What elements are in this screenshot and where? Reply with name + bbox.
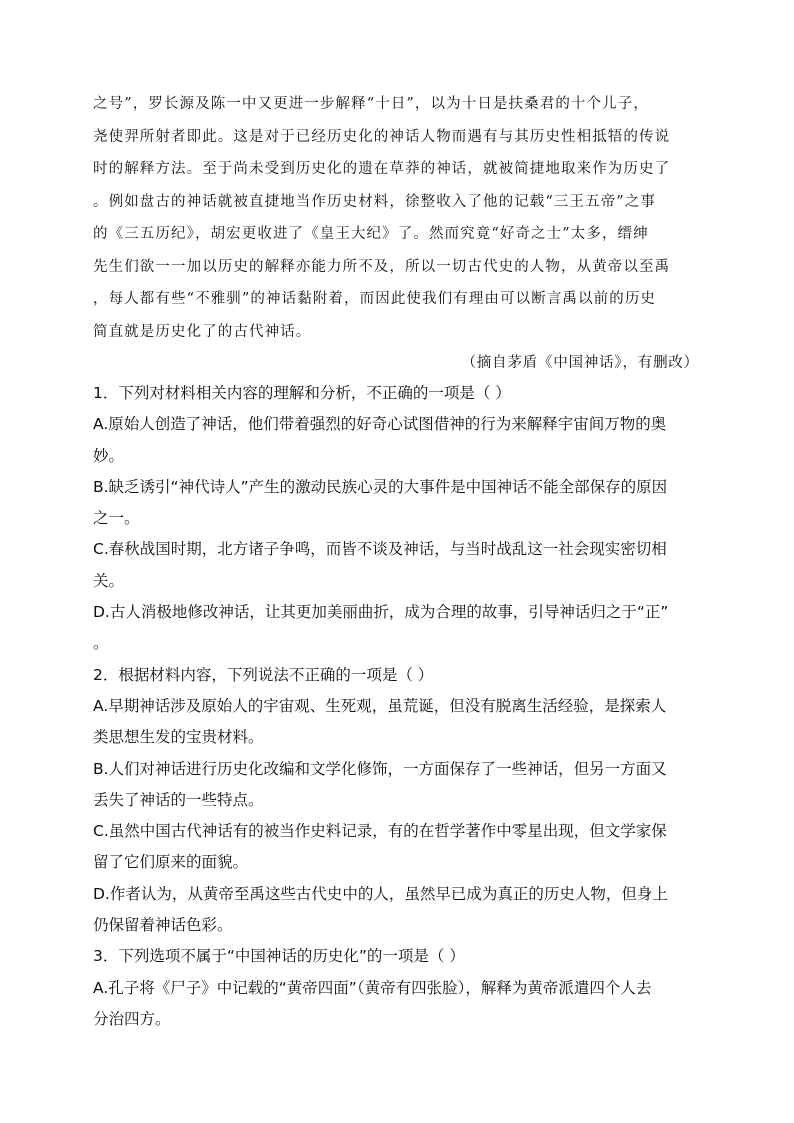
option-b-line: 丢失了神话的一些特点。 [93,790,264,809]
passage-line: 。例如盘古的神话就被直捷地当作历史材料，徐整收入了他的记载“三王五帝”之事 [93,193,657,210]
passage-line: 尧使羿所射者即此。这是对于已经历史化的神话人物而遇有与其历史性相抵牾的传说 [93,128,671,145]
passage-line: 的《三五历纪》，胡宏更收进了《皇王大纪》了。然而究竟“好奇之士”太多，缙绅 [93,226,649,242]
option-b-line: B.人们对神话进行历史化改编和文学化修饰，一方面保存了一些神话，但另一方面又 [93,759,667,778]
option-b-line: B.缺乏诱引“神代诗人”产生的激动民族心灵的大事件是中国神话不能全部保存的原因 [93,477,668,496]
question-stem: 1．下列对材料相关内容的理解和分析，不正确的一项是（ ） [93,384,511,402]
passage-line: 简直就是历史化了的古代神话。 [93,323,312,340]
option-b-line: 之一。 [93,509,140,528]
passage [93,88,703,378]
option-a-line: 类思想生发的宝贵材料。 [93,728,264,747]
passage-line: ，每人都有些“不雅驯”的神话黏附着，而因此使我们有理由可以断言禹以前的历史 [93,291,657,307]
passage-line: 之号”，罗长源及陈一中又更进一步解释“十日”，以为十日是扶桑君的十个儿子， [93,96,649,112]
question-stem: 3．下列选项不属于“中国神话的历史化”的一项是（ ） [93,947,465,966]
option-a-line: A.孔子将《尸子》中记载的“黄帝四面”（黄帝有四张脸），解释为黄帝派遣四个人去 [93,978,652,997]
option-d-line: 仍保留着神话色彩。 [93,916,233,935]
option-a-line: 分治四方。 [93,1009,171,1028]
option-d-line: D.作者认为，从黄帝至禹这些古代史中的人，虽然早已成为真正的历史人物，但身上 [93,884,668,903]
passage-source: （摘自茅盾《中国神话》，有删改） [461,355,699,371]
option-a-line: A.早期神话涉及原始人的宇宙观、生死观，虽荒诞，但没有脱离生活经验，是探索人 [93,696,667,715]
option-a-line: 妙。 [93,446,125,465]
passage-line: 时的解释方法。至于尚未受到历史化的遗在草莽的神话，就被简捷地取来作为历史了 [93,161,671,177]
option-c-line: C.春秋战国时期，北方诸子争鸣，而皆不谈及神话，与当时战乱这一社会现实密切相 [93,540,667,559]
question-2 [93,660,703,942]
question-stem: 2．根据材料内容，下列说法不正确的一项是（ ） [93,665,434,684]
option-c-line: C.虽然中国古代神话有的被当作史料记录，有的在哲学著作中零星出现，但文学家保 [93,822,667,841]
option-d-line: D.古人消极地修改神话，让其更加美丽曲折，成为合理的故事，引导神话归之于“正” [93,603,669,622]
question-1 [93,378,703,660]
passage-line: 先生们欲一一加以历史的解释亦能力所不及，所以一切古代史的人物，从黄帝以至禹 [93,258,671,275]
question-3 [93,941,703,1035]
option-c-line: 关。 [93,571,125,590]
option-a-line: A.原始人创造了神话，他们带着强烈的好奇心试图借神的行为来解释宇宙间万物的奥 [93,415,667,434]
option-d-line: 。 [93,634,109,653]
document-page [93,88,703,1035]
option-c-line: 留了它们原来的面貌。 [93,853,249,872]
